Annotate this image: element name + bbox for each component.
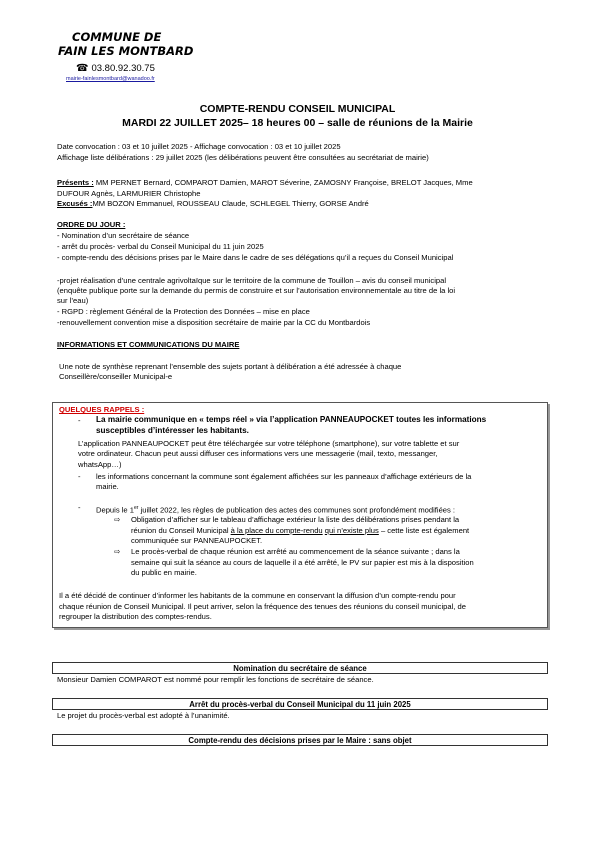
email-link[interactable]: mairie-fainlesmontbard@wanadoo.fr: [66, 76, 155, 82]
rappel-affichage: réunion du Conseil Municipal à la place du compte-rendu qui n’existe plus – cette liste est également: [131, 526, 470, 535]
excused-line: [57, 199, 369, 209]
rappel-pv: du public en mairie.: [131, 568, 197, 577]
section-text-pv: Le projet du procès-verbal est adopté à l’unanimité.: [57, 711, 230, 720]
rappel-panneaupocket-cont: susceptibles d’intéresser les habitants.: [96, 426, 249, 435]
rappel-app-text: votre ordinateur. Chacun peut aussi diffuser ces informations vers une messagerie (mail, texto, messanger,: [78, 449, 438, 458]
commune-name: [58, 30, 194, 58]
phone-number: 03.80.92.30.75: [91, 63, 155, 74]
present-label: Présents :: [57, 178, 94, 187]
document-subtitle: MARDI 22 JUILLET 2025– 18 heures 00 – salle de réunions de la Mairie: [122, 117, 473, 129]
agenda-extra: (enquête publique porte sur la demande du permis de construire et sur l’autorisation environnementale au titre de la loi: [57, 286, 456, 295]
agenda-heading: ORDRE DU JOUR :: [57, 220, 126, 229]
agenda-extra: sur l’eau): [57, 296, 89, 305]
rappel-app-text: whatsApp…): [78, 460, 122, 469]
rappel-pv: Le procès-verbal de chaque réunion est arrêté au commencement de la séance suivante ; dans la: [131, 547, 460, 556]
bullet-dash: -: [78, 416, 81, 425]
bullet-dash: -: [78, 472, 81, 481]
present-line: [57, 178, 473, 188]
info-heading: INFORMATIONS ET COMMUNICATIONS DU MAIRE: [57, 340, 240, 349]
rappel-panneaupocket: La mairie communique en « temps réel » via l’application PANNEAUPOCKET toutes les informations: [96, 415, 487, 424]
excused-names: MM BOZON Emmanuel, ROUSSEAU Claude, SCHLEGEL Thierry, GORSE André: [92, 199, 369, 208]
rappel-publication: Depuis le 1er juillet 2022, les règles de publication des actes des communes sont profondément modifiées :: [96, 505, 456, 515]
rappel-diffusion: chaque réunion de Conseil Municipal. Il peut arriver, selon la fréquence des tenues des réunions du conseil municipal, de: [59, 602, 466, 611]
rappels-heading: QUELQUES RAPPELS :: [59, 405, 145, 414]
agenda-item: - arrêt du procès- verbal du Conseil Municipal du 11 juin 2025: [57, 242, 264, 251]
rappel-panneaux: les informations concernant la commune sont également affichées sur les panneaux d’affichage extérieurs de la: [96, 472, 472, 481]
commune-line-1: COMMUNE DE: [72, 30, 162, 44]
affichage-dates: Affichage liste délibérations : 29 juillet 2025 (les délibérations peuvent être consultées au secrétariat de mairie): [57, 153, 429, 162]
bullet-dash: -: [78, 503, 81, 512]
rappel-diffusion: Il a été décidé de continuer d’informer les habitants de la commune en conservant la diffusion d’un compte-rendu pour: [59, 591, 456, 600]
section-header-pv: Arrêt du procès-verbal du Conseil Municipal du 11 juin 2025: [52, 698, 548, 710]
agenda-extra: -projet réalisation d’une centrale agrivoltaïque sur le territoire de la commune de Touillon – avis du conseil municipal: [57, 276, 447, 285]
rappel-affichage: Obligation d’afficher sur le tableau d’affichage extérieur la liste des délibérations prises pendant la: [131, 515, 460, 524]
section-header-secretaire: Nomination du secrétaire de séance: [52, 662, 548, 674]
agenda-extra: -renouvellement convention mise a disposition secrétaire de mairie par la CC du Montbardois: [57, 318, 371, 327]
info-text: Une note de synthèse reprenant l’ensemble des sujets portant à délibération a été adressée à chaque: [59, 362, 402, 371]
info-text: Conseillère/conseiller Municipal-e: [59, 372, 173, 381]
section-text-secretaire: Monsieur Damien COMPAROT est nommé pour remplir les fonctions de secrétaire de séance.: [57, 675, 374, 684]
excused-label: Excusés :: [57, 199, 93, 208]
phone-icon: ☎: [76, 63, 89, 74]
commune-line-2: FAIN LES MONTBARD: [58, 44, 194, 58]
rappel-panneaux: mairie.: [96, 482, 119, 491]
rappel-app-text: L’application PANNEAUPOCKET peut être téléchargée sur votre téléphone (smartphone), sur votre tablette et sur: [78, 439, 460, 448]
rappel-pv: semaine qui suit la séance au cours de laquelle il a été arrêté, le PV sur papier est mis à la disposition: [131, 558, 474, 567]
present-names-cont: DUFOUR Agnès, LARMURIER Christophe: [57, 189, 201, 198]
agenda-extra: - RGPD : règlement Général de la Protection des Données – mise en place: [57, 307, 310, 316]
rappel-affichage: communiquée sur PANNEAUPOCKET.: [131, 536, 263, 545]
rappel-diffusion: regrouper la distribution des comptes-rendus.: [59, 612, 212, 621]
convocation-dates: Date convocation : 03 et 10 juillet 2025 - Affichage convocation : 03 et 10 juillet 2025: [57, 142, 341, 151]
phone-line: [76, 63, 155, 74]
arrow-bullet-icon: ⇨: [114, 547, 121, 556]
agenda-item: - Nomination d’un secrétaire de séance: [57, 231, 190, 240]
section-header-decisions: Compte-rendu des décisions prises par le Maire : sans objet: [52, 734, 548, 746]
document-title: COMPTE-RENDU CONSEIL MUNICIPAL: [199, 103, 396, 115]
agenda-item: - compte-rendu des décisions prises par le Maire dans le cadre de ses délégations qu’il a reçues du Conseil Municipal: [57, 253, 454, 262]
arrow-bullet-icon: ⇨: [114, 515, 121, 524]
present-names: MM PERNET Bernard, COMPAROT Damien, MAROT Séverine, ZAMOSNY Françoise, BRELOT Jacques, Mme: [93, 178, 473, 187]
